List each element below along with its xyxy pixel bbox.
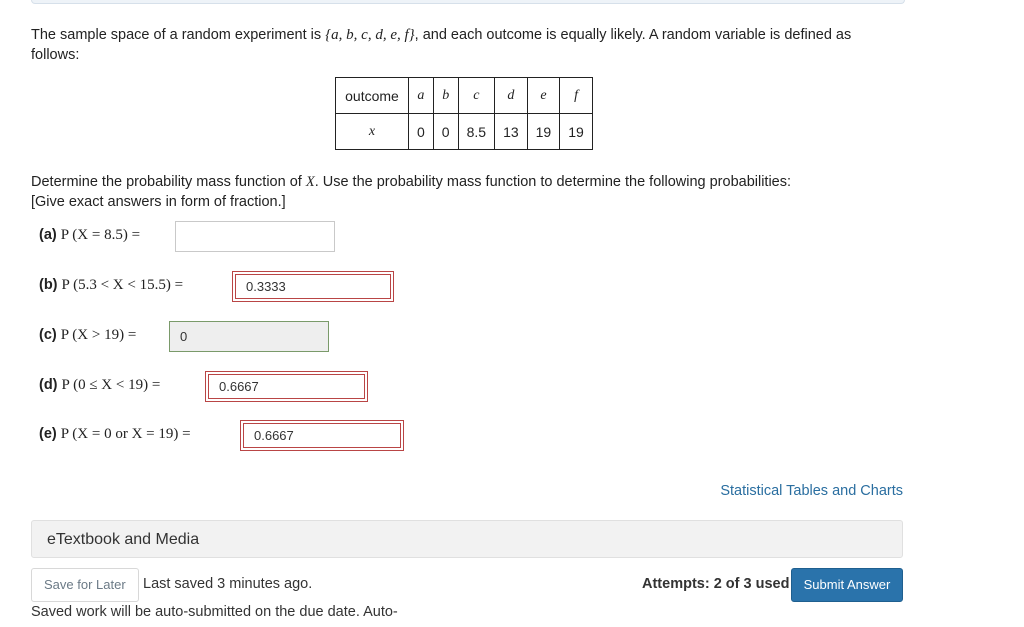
outcome-cell: d <box>495 78 528 114</box>
last-saved-status: Last saved 3 minutes ago. <box>143 576 313 592</box>
question-expression: P (X > 19) = <box>60 327 137 343</box>
value-cell: 13 <box>495 114 528 150</box>
question-prompt <box>31 172 911 212</box>
value-cell: 0 <box>433 114 458 150</box>
question-expression: P (5.3 < X < 15.5) = <box>61 277 184 293</box>
intro-text-after: , and each outcome is equally likely. A random variable is defined as follows: <box>31 27 852 63</box>
prompt-variable: X <box>305 174 315 190</box>
value-cell: 19 <box>527 114 560 150</box>
previous-panel-edge <box>31 0 905 4</box>
question-label: (d) <box>39 377 58 393</box>
outcome-cell: e <box>527 78 560 114</box>
question-b <box>39 277 183 294</box>
sample-space-set: {a, b, c, d, e, f} <box>325 27 415 43</box>
question-expression: P (X = 8.5) = <box>60 227 141 243</box>
answer-input-a[interactable] <box>175 221 335 252</box>
problem-statement <box>31 25 881 65</box>
etextbook-media-panel[interactable]: eTextbook and Media <box>31 520 903 558</box>
prompt-before: Determine the probability mass function of <box>31 174 306 190</box>
question-e <box>39 426 191 443</box>
prompt-after: . Use the probability mass function to determine the following probabilities: <box>314 174 792 190</box>
statistical-tables-link[interactable]: Statistical Tables and Charts <box>720 483 903 499</box>
random-variable-table <box>335 77 593 150</box>
outcome-cell: a <box>409 78 434 114</box>
outcome-cell: c <box>458 78 494 114</box>
outcome-header: outcome <box>336 78 409 114</box>
value-row <box>336 114 593 150</box>
question-expression: P (X = 0 or X = 19) = <box>60 426 191 442</box>
submit-answer-button[interactable]: Submit Answer <box>791 568 903 602</box>
answer-input-b[interactable]: 0.3333 <box>235 274 391 299</box>
auto-submit-notice: Saved work will be auto-submitted on the due date. Auto- <box>31 604 398 620</box>
outcome-cell: b <box>433 78 458 114</box>
value-cell: 19 <box>560 114 593 150</box>
answer-input-d[interactable]: 0.6667 <box>208 374 365 399</box>
question-label: (a) <box>39 227 57 243</box>
value-cell: 8.5 <box>458 114 494 150</box>
value-cell: 0 <box>409 114 434 150</box>
outcome-cell: f <box>560 78 593 114</box>
question-expression: P (0 ≤ X < 19) = <box>61 377 161 393</box>
answer-input-c[interactable]: 0 <box>169 321 329 352</box>
value-header: x <box>336 114 409 150</box>
question-a <box>39 227 140 244</box>
answer-input-e[interactable]: 0.6667 <box>243 423 401 448</box>
intro-text-before: The sample space of a random experiment is <box>31 27 326 43</box>
outcome-row <box>336 78 593 114</box>
question-c <box>39 327 136 344</box>
prompt-note: [Give exact answers in form of fraction.] <box>31 194 286 210</box>
question-d <box>39 377 160 394</box>
question-label: (b) <box>39 277 58 293</box>
save-for-later-button[interactable]: Save for Later <box>31 568 139 602</box>
question-label: (c) <box>39 327 57 343</box>
question-label: (e) <box>39 426 57 442</box>
attempts-counter: Attempts: 2 of 3 used <box>642 576 790 592</box>
